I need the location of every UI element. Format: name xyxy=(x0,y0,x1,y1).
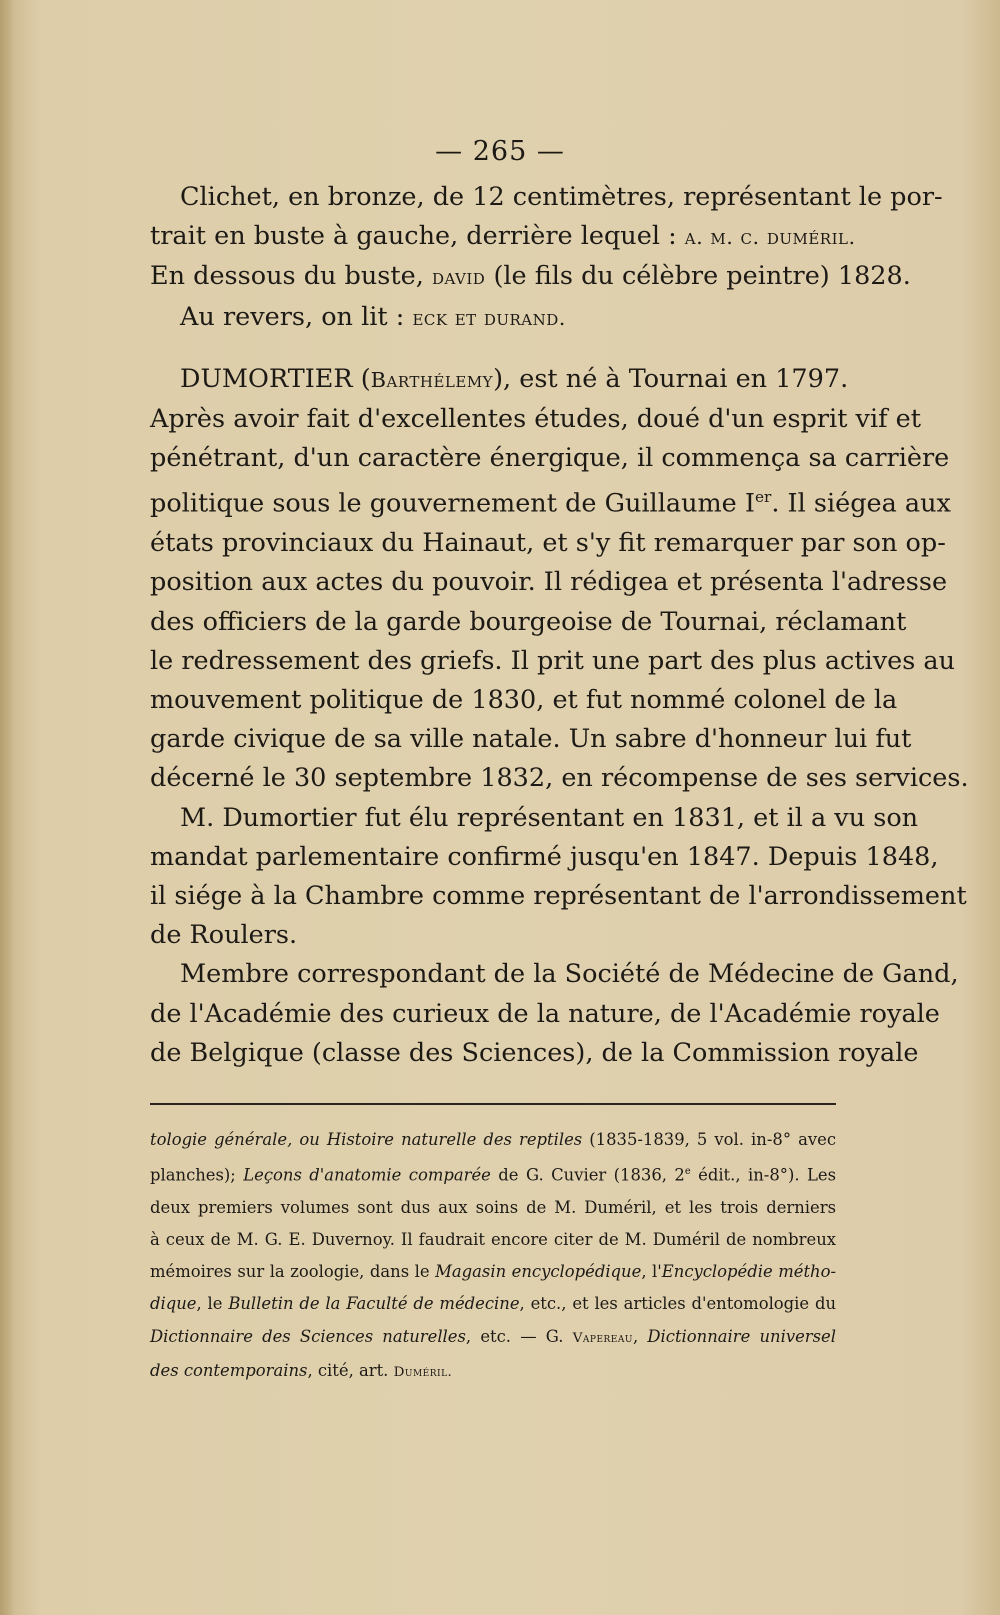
text-line: mouvement politique de 1830, et fut nommé colonel de la xyxy=(150,684,898,715)
footnote-line: deux premiers volumes sont dus aux soins de M. Duméril, et les trois derniers xyxy=(150,1197,836,1217)
text-line: états provinciaux du Hainaut, et s'y fit remarquer par son op- xyxy=(150,528,946,559)
text-line: En dessous du buste, david (le fils du célèbre peintre) 1828. xyxy=(150,261,911,292)
footnote-line: planches); Leçons d'anatomie comparée de G. Cuvier (1836, 2e édit., in-8°). Les xyxy=(150,1165,836,1185)
footnote-line: Dictionnaire des Sciences naturelles, etc. — G. Vapereau, Dictionnaire universel xyxy=(150,1326,836,1346)
engraver-name: david xyxy=(431,265,486,290)
text-line: Au revers, on lit : eck et durand. xyxy=(180,301,566,332)
text-line: mandat parlementaire confirmé jusqu'en 1847. Depuis 1848, xyxy=(150,841,939,872)
medal-inscription: a. m. c. duméril. xyxy=(684,225,856,250)
footnote-rule xyxy=(150,1103,836,1105)
text-line: Après avoir fait d'excellentes études, doué d'un esprit vif et xyxy=(150,404,922,435)
page-number: — 265 — xyxy=(435,136,565,167)
text-line: décerné le 30 septembre 1832, en récompense de ses services. xyxy=(150,763,969,794)
text-line: de Belgique (classe des Sciences), de la Commission royale xyxy=(150,1037,919,1068)
text-line: de l'Académie des curieux de la nature, de l'Académie royale xyxy=(150,998,940,1029)
footnote xyxy=(150,1124,836,1389)
text-line: garde civique de sa ville natale. Un sabre d'honneur lui fut xyxy=(150,724,912,755)
footnote-line: mémoires sur la zoologie, dans le Magasin encyclopédique, l'Encyclopédie métho- xyxy=(150,1262,836,1282)
text-line: M. Dumortier fut élu représentant en 1831, et il a vu son xyxy=(180,802,919,833)
reverse-inscription: eck et durand. xyxy=(412,305,566,330)
text-line: politique sous le gouvernement de Guillaume Ier. Il siégea aux xyxy=(150,488,951,519)
paragraph-gap xyxy=(150,338,836,360)
entry-heading-line: DUMORTIER (Barthélemy), est né à Tournai en 1797. xyxy=(180,363,849,394)
text-line: Clichet, en bronze, de 12 centimètres, représentant le por- xyxy=(180,182,943,212)
text-line: position aux actes du pouvoir. Il rédigea et présenta l'adresse xyxy=(150,567,948,598)
main-text xyxy=(150,178,969,1073)
text-line: pénétrant, d'un caractère énergique, il commença sa carrière xyxy=(150,443,950,474)
text-line: de Roulers. xyxy=(150,920,298,951)
footnote-line: tologie générale, ou Histoire naturelle des reptiles (1835-1839, 5 vol. in-8° avec xyxy=(150,1130,837,1149)
footnote-line: dique, le Bulletin de la Faculté de médecine, etc., et les articles d'entomologie du xyxy=(150,1294,837,1314)
footnote-line: des contemporains, cité, art. Duméril. xyxy=(150,1360,453,1380)
text-line: des officiers de la garde bourgeoise de Tournai, réclamant xyxy=(150,606,907,637)
text-line: trait en buste à gauche, derrière lequel : a. m. c. duméril. xyxy=(150,221,856,252)
text-line: il siége à la Chambre comme représentant de l'arrondissement xyxy=(150,880,967,911)
page-edge-shadow xyxy=(0,0,14,1615)
footnote-line: à ceux de M. G. E. Duvernoy. Il faudrait encore citer de M. Duméril de nombreux xyxy=(150,1230,836,1250)
text-line: Membre correspondant de la Société de Médecine de Gand, xyxy=(180,959,959,990)
text-line: le redressement des griefs. Il prit une part des plus actives au xyxy=(150,645,956,676)
